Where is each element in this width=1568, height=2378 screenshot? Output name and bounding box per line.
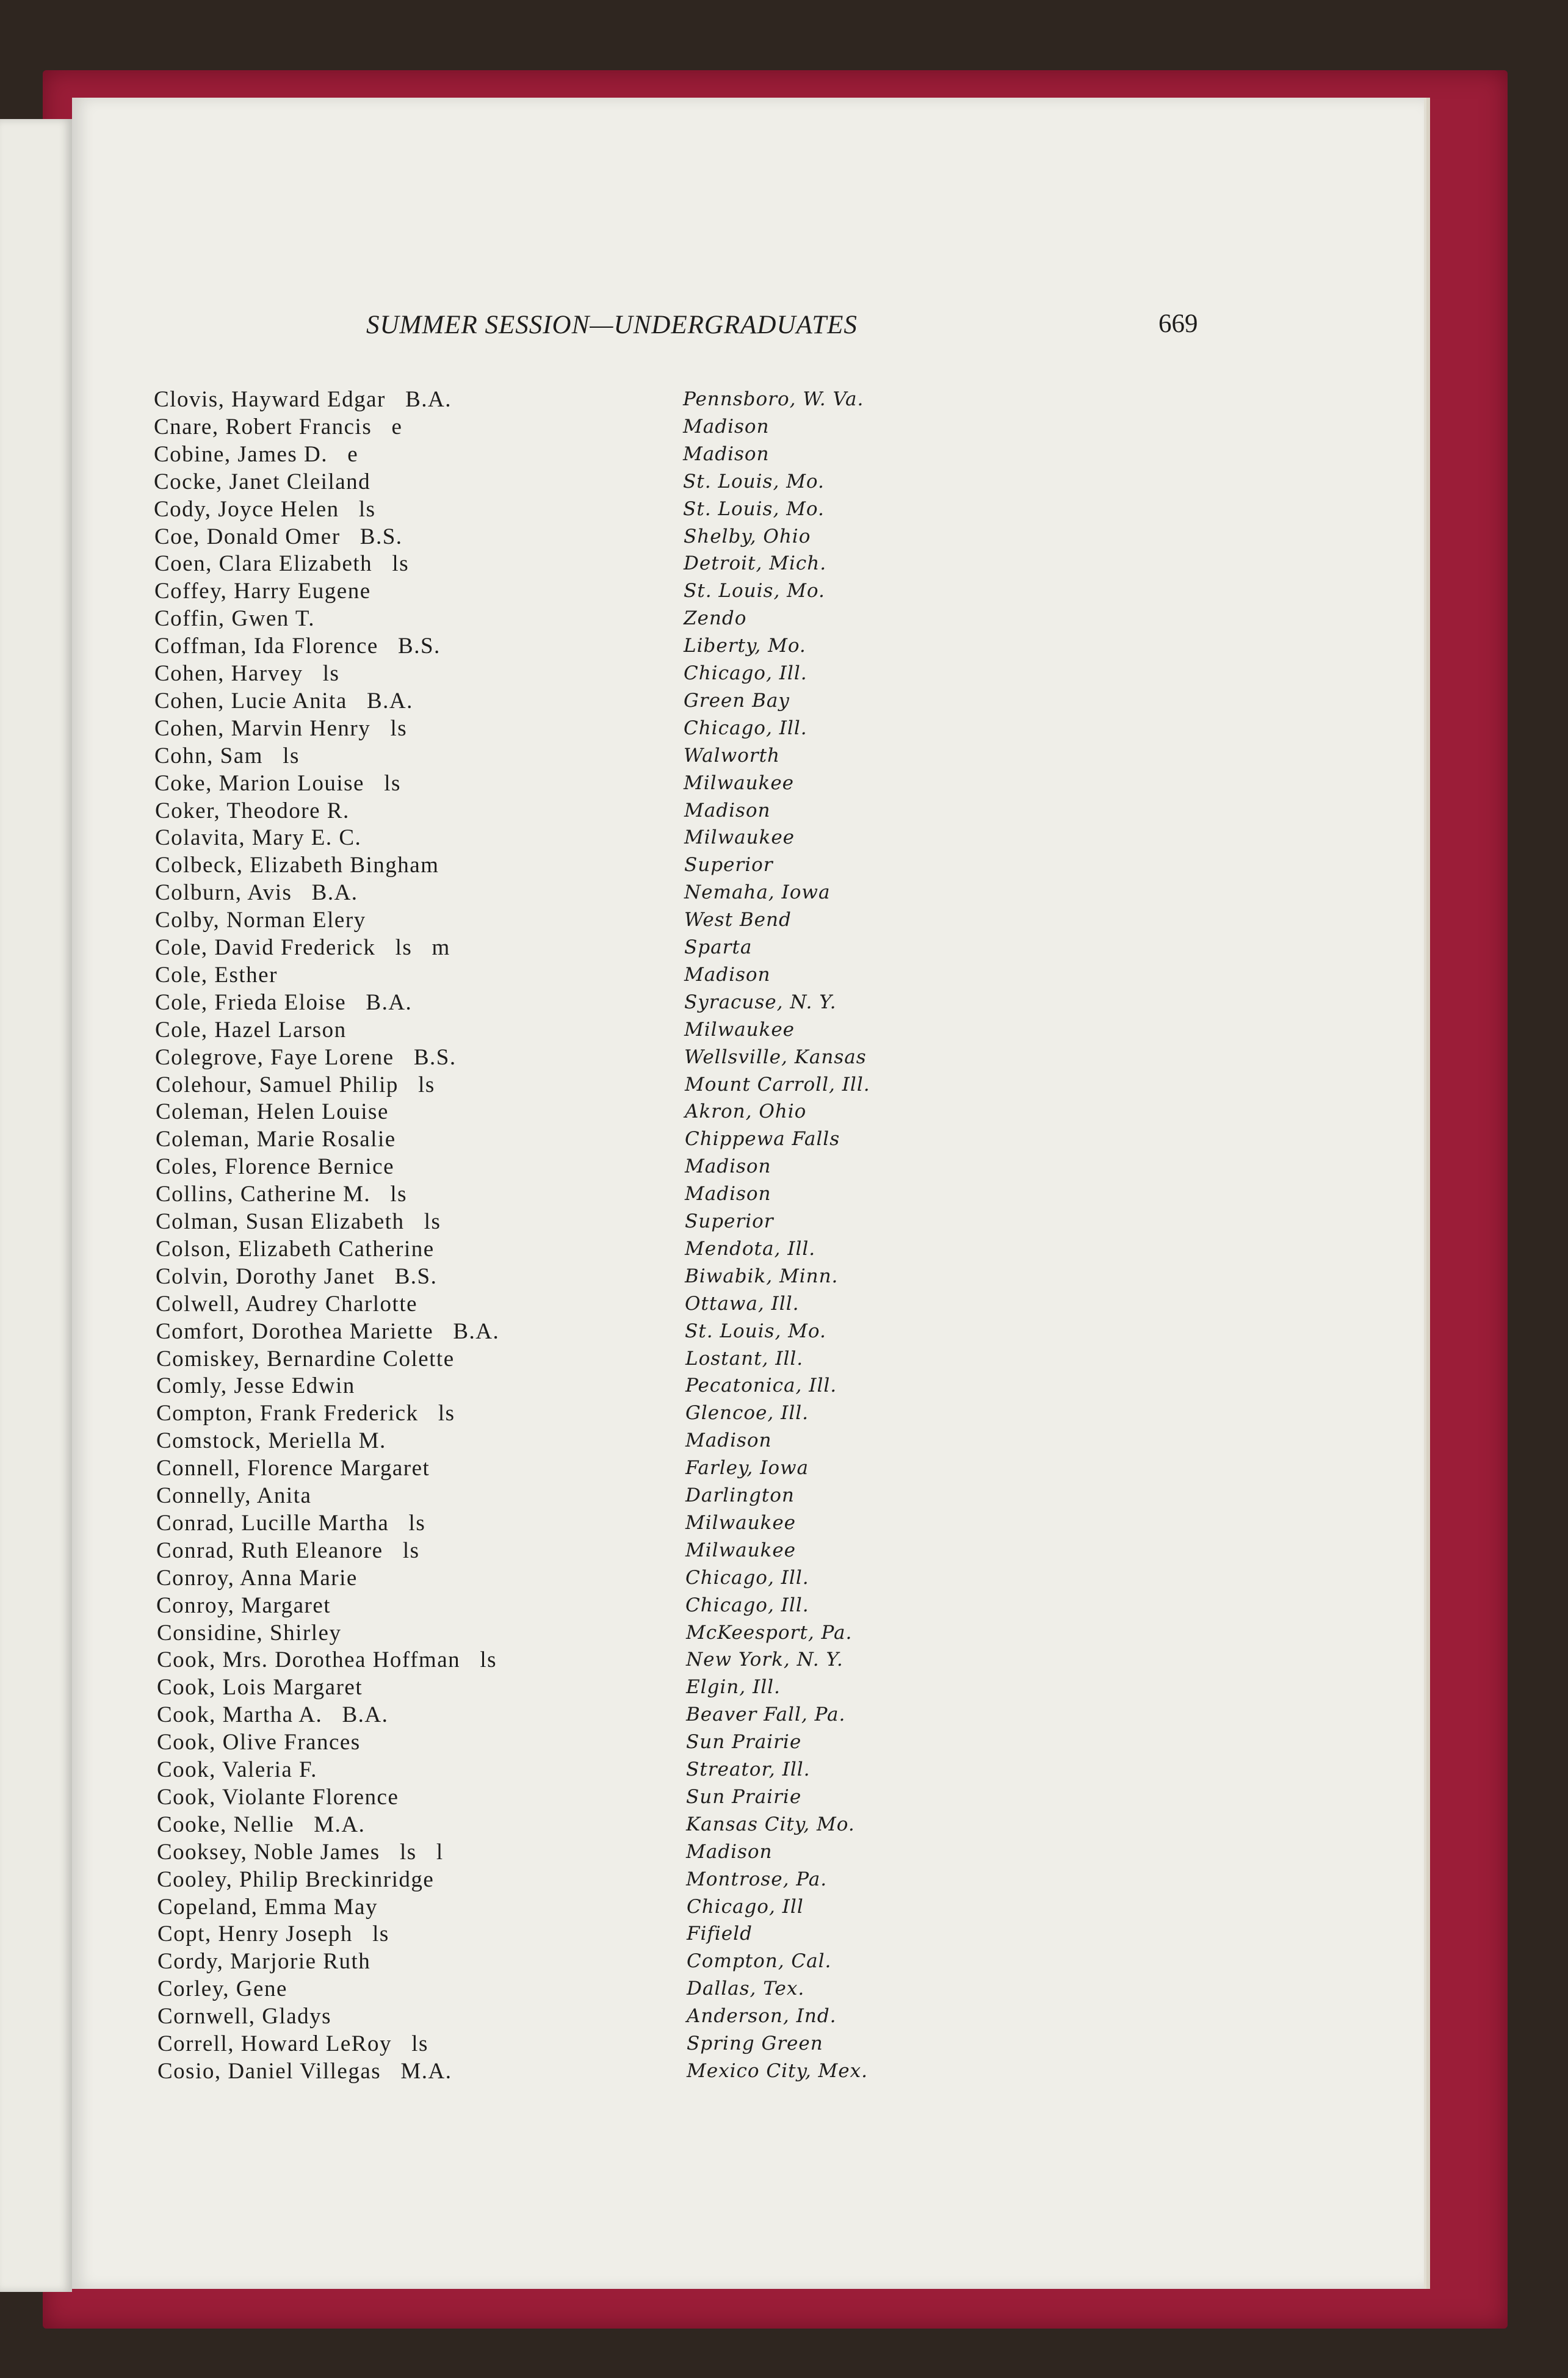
student-name: Colehour, Samuel Philip ls xyxy=(156,1072,435,1097)
hometown: Zendo xyxy=(684,607,747,629)
student-name: Coffin, Gwen T. xyxy=(154,606,315,631)
hometown: Glencoe, Ill. xyxy=(685,1402,809,1424)
hometown: Superior xyxy=(684,854,773,876)
student-name: Cook, Olive Frances xyxy=(157,1730,361,1755)
hometown: Fifield xyxy=(687,1923,753,1945)
hometown: Madison xyxy=(685,1155,771,1177)
student-name: Cook, Mrs. Dorothea Hoffman ls xyxy=(157,1647,497,1672)
student-name: Coe, Donald Omer B.S. xyxy=(154,524,403,549)
hometown: Sun Prairie xyxy=(686,1731,802,1753)
student-name: Conrad, Ruth Eleanore ls xyxy=(156,1538,420,1563)
student-name: Comfort, Dorothea Mariette B.A. xyxy=(156,1319,500,1344)
student-name: Cohen, Lucie Anita B.A. xyxy=(154,688,413,714)
student-name: Cocke, Janet Cleiland xyxy=(154,469,371,494)
hometown: Superior xyxy=(685,1210,774,1232)
hometown: West Bend xyxy=(684,909,792,931)
hometown: Chicago, Ill. xyxy=(684,662,807,684)
student-name: Correll, Howard LeRoy ls xyxy=(157,2031,428,2056)
student-name: Comstock, Meriella M. xyxy=(156,1428,386,1453)
student-name: Coker, Theodore R. xyxy=(155,798,350,823)
hometown: Milwaukee xyxy=(684,772,795,794)
student-name: Connell, Florence Margaret xyxy=(156,1456,430,1481)
student-name: Comly, Jesse Edwin xyxy=(156,1373,355,1398)
student-name: Coffman, Ida Florence B.S. xyxy=(154,634,441,659)
hometown: Mount Carroll, Ill. xyxy=(685,1074,870,1096)
student-name: Compton, Frank Frederick ls xyxy=(156,1401,455,1426)
student-name: Cole, David Frederick ls m xyxy=(155,935,450,960)
hometown: Spring Green xyxy=(687,2033,823,2055)
hometown: Sun Prairie xyxy=(686,1786,802,1808)
student-name: Corley, Gene xyxy=(157,1976,287,2001)
hometown: Lostant, Ill. xyxy=(685,1348,804,1370)
student-name: Comiskey, Bernardine Colette xyxy=(156,1346,455,1372)
student-name: Conroy, Anna Marie xyxy=(156,1566,358,1591)
student-name: Cordy, Marjorie Ruth xyxy=(157,1949,371,1974)
student-name: Coke, Marion Louise ls xyxy=(154,771,401,796)
hometown: Chicago, Ill. xyxy=(685,1567,809,1589)
student-name: Clovis, Hayward Edgar B.A. xyxy=(154,387,452,412)
hometown: Biwabik, Minn. xyxy=(685,1265,839,1287)
hometown: St. Louis, Mo. xyxy=(683,498,825,520)
hometown: New York, N. Y. xyxy=(686,1649,844,1671)
student-name: Colburn, Avis B.A. xyxy=(155,880,358,905)
student-name: Cnare, Robert Francis e xyxy=(154,414,403,439)
hometown: Green Bay xyxy=(684,690,790,712)
student-name: Cobine, James D. e xyxy=(154,442,359,467)
hometown: Madison xyxy=(683,443,770,465)
hometown: Elgin, Ill. xyxy=(686,1676,781,1698)
student-name: Cosio, Daniel Villegas M.A. xyxy=(157,2059,452,2084)
hometown: Wellsville, Kansas xyxy=(684,1046,867,1068)
student-name: Cook, Violante Florence xyxy=(157,1785,399,1810)
student-name: Coleman, Helen Louise xyxy=(156,1099,389,1124)
hometown: Darlington xyxy=(685,1484,795,1506)
hometown: Kansas City, Mo. xyxy=(686,1813,855,1835)
hometown: Liberty, Mo. xyxy=(684,635,806,657)
hometown: Milwaukee xyxy=(685,1512,797,1534)
student-name: Cole, Hazel Larson xyxy=(155,1017,347,1043)
hometown: Pecatonica, Ill. xyxy=(685,1375,837,1397)
hometown: Chippewa Falls xyxy=(685,1128,840,1150)
student-name: Cole, Frieda Eloise B.A. xyxy=(155,990,413,1015)
student-name: Colson, Elizabeth Catherine xyxy=(156,1237,435,1262)
hometown: Pennsboro, W. Va. xyxy=(683,388,864,410)
student-name: Colby, Norman Elery xyxy=(155,908,366,933)
hometown: St. Louis, Mo. xyxy=(684,580,825,602)
hometown: Sparta xyxy=(684,936,753,958)
running-head: SUMMER SESSION—UNDERGRADUATES xyxy=(366,311,858,339)
hometown: Beaver Fall, Pa. xyxy=(686,1704,846,1726)
hometown: Milwaukee xyxy=(684,826,795,848)
student-name: Cornwell, Gladys xyxy=(157,2004,332,2029)
student-name: Coffey, Harry Eugene xyxy=(154,579,371,604)
student-name: Colman, Susan Elizabeth ls xyxy=(156,1209,441,1234)
hometown: Mexico City, Mex. xyxy=(687,2060,868,2082)
student-name: Cooke, Nellie M.A. xyxy=(157,1812,366,1837)
student-name: Colbeck, Elizabeth Bingham xyxy=(155,853,439,878)
hometown: Montrose, Pa. xyxy=(686,1868,828,1890)
hometown: Akron, Ohio xyxy=(685,1100,807,1122)
student-name: Cohen, Marvin Henry ls xyxy=(154,716,408,741)
hometown: Madison xyxy=(683,416,770,438)
student-name: Conroy, Margaret xyxy=(156,1593,331,1618)
student-name: Colegrove, Faye Lorene B.S. xyxy=(155,1045,457,1070)
student-name: Colavita, Mary E. C. xyxy=(155,825,362,850)
hometown: Mendota, Ill. xyxy=(685,1238,816,1260)
hometown: Compton, Cal. xyxy=(687,1950,832,1972)
student-name: Coleman, Marie Rosalie xyxy=(156,1127,396,1152)
student-name: Collins, Catherine M. ls xyxy=(156,1182,408,1207)
student-name: Cole, Esther xyxy=(155,963,278,988)
page-number: 669 xyxy=(1158,309,1198,338)
hometown: Madison xyxy=(686,1841,773,1863)
student-name: Copeland, Emma May xyxy=(157,1895,378,1920)
hometown: Nemaha, Iowa xyxy=(684,881,831,903)
hometown: Madison xyxy=(685,1183,771,1205)
hometown: Milwaukee xyxy=(684,1019,795,1041)
hometown: Dallas, Tex. xyxy=(687,1978,805,2000)
student-name: Coen, Clara Elizabeth ls xyxy=(154,551,410,576)
hometown: Chicago, Ill. xyxy=(684,717,807,739)
student-name: Considine, Shirley xyxy=(157,1621,342,1646)
hometown: McKeesport, Pa. xyxy=(686,1622,853,1644)
hometown: Madison xyxy=(684,800,771,822)
hometown: Chicago, Ill xyxy=(687,1896,804,1918)
hometown: Shelby, Ohio xyxy=(684,526,811,548)
student-name: Coles, Florence Bernice xyxy=(156,1154,395,1179)
hometown: Farley, Iowa xyxy=(685,1457,809,1479)
student-name: Cody, Joyce Helen ls xyxy=(154,497,376,522)
hometown: Ottawa, Ill. xyxy=(685,1293,800,1315)
student-name: Cook, Martha A. B.A. xyxy=(157,1702,389,1727)
student-name: Cook, Valeria F. xyxy=(157,1757,317,1782)
hometown: Streator, Ill. xyxy=(686,1758,811,1780)
student-name: Cooksey, Noble James ls l xyxy=(157,1840,444,1865)
student-name: Connelly, Anita xyxy=(156,1483,312,1508)
hometown: St. Louis, Mo. xyxy=(685,1320,826,1342)
student-name: Cohn, Sam ls xyxy=(154,743,300,768)
student-name: Colwell, Audrey Charlotte xyxy=(156,1292,418,1317)
hometown: Walworth xyxy=(684,745,781,767)
hometown: Madison xyxy=(684,964,771,986)
hometown: Anderson, Ind. xyxy=(687,2005,837,2027)
student-name: Cohen, Harvey ls xyxy=(154,661,340,686)
student-name: Copt, Henry Joseph ls xyxy=(157,1921,389,1946)
previous-page-edge xyxy=(0,119,72,2292)
hometown: Chicago, Ill. xyxy=(685,1594,809,1616)
student-name: Colvin, Dorothy Janet B.S. xyxy=(156,1264,438,1289)
hometown: Detroit, Mich. xyxy=(684,552,827,574)
hometown: Syracuse, N. Y. xyxy=(684,991,837,1013)
hometown: St. Louis, Mo. xyxy=(683,471,825,493)
hometown: Milwaukee xyxy=(685,1539,797,1561)
student-name: Cooley, Philip Breckinridge xyxy=(157,1867,435,1892)
student-name: Cook, Lois Margaret xyxy=(157,1675,363,1700)
hometown: Madison xyxy=(685,1429,772,1451)
student-name: Conrad, Lucille Martha ls xyxy=(156,1511,426,1536)
